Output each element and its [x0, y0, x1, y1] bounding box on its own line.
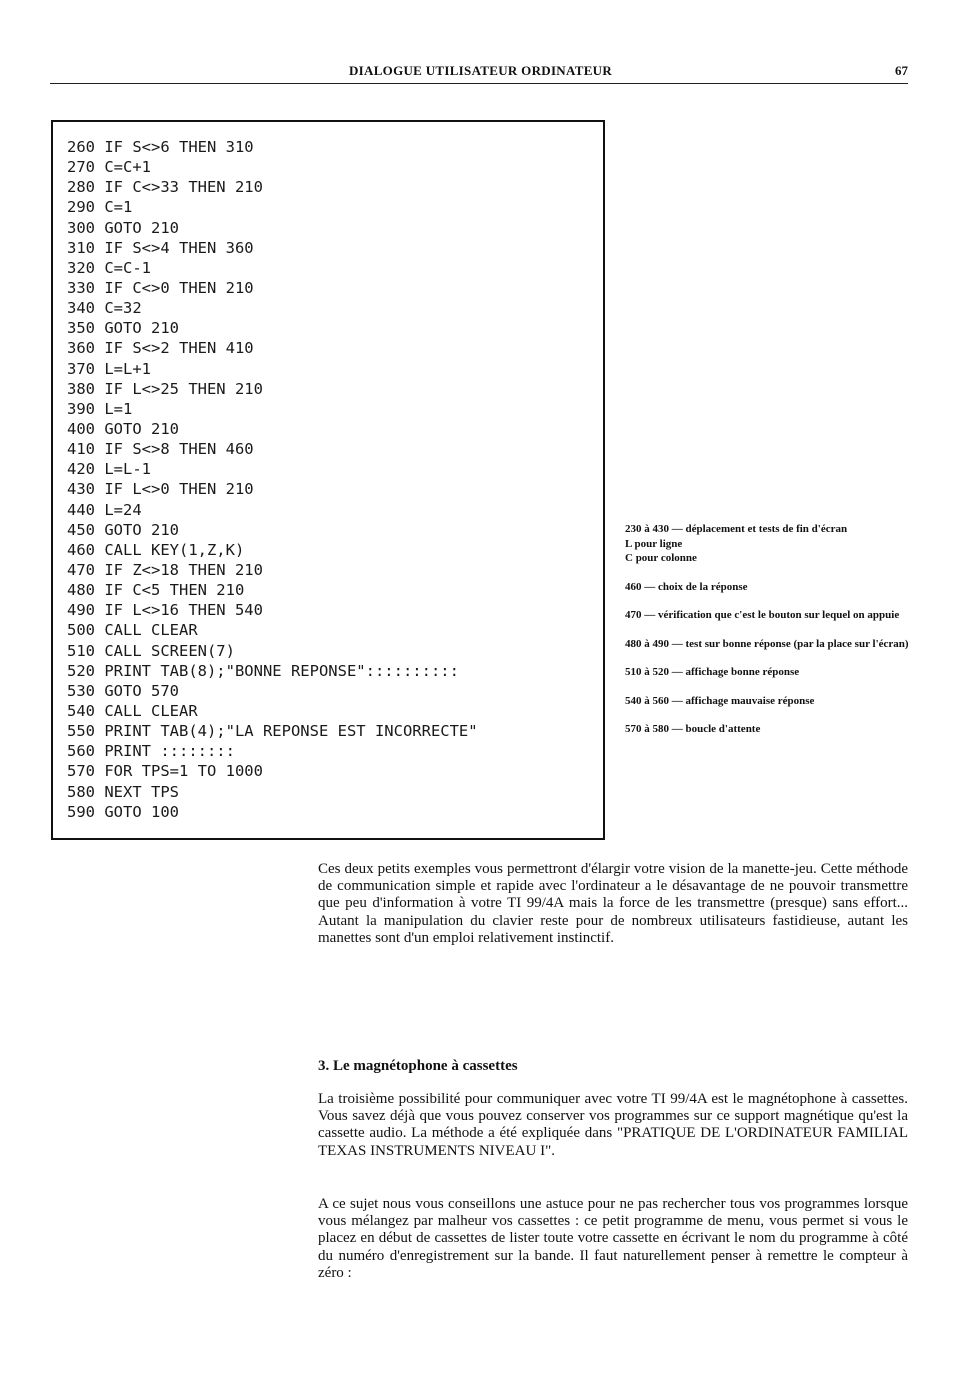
code-line: 320 C=C-1 — [67, 258, 151, 277]
code-line: 340 C=32 — [67, 299, 142, 318]
code-line: 410 IF S<>8 THEN 460 — [67, 440, 254, 459]
code-line: 520 PRINT TAB(8);"BONNE REPONSE":::::::::: — [67, 661, 459, 680]
code-line: 400 GOTO 210 — [67, 419, 179, 438]
program-listing — [67, 137, 478, 822]
running-header-title: DIALOGUE UTILISATEUR ORDINATEUR — [348, 63, 613, 78]
section-heading: 3. Le magnétophone à cassettes — [318, 1058, 518, 1074]
code-line: 580 NEXT TPS — [67, 782, 179, 801]
note: 510 à 520 — affichage bonne réponse — [625, 666, 800, 678]
note: 480 à 490 — test sur bonne réponse (par la place sur l'écran) — [625, 637, 909, 650]
code-line: 430 IF L<>0 THEN 210 — [67, 480, 254, 499]
code-line: 440 L=24 — [67, 500, 142, 519]
code-line: 360 IF S<>2 THEN 410 — [67, 339, 254, 358]
code-line: 420 L=L-1 — [67, 460, 151, 479]
margin-notes — [625, 522, 915, 737]
code-line: 280 IF C<>33 THEN 210 — [67, 178, 263, 197]
code-line: 460 CALL KEY(1,Z,K) — [67, 540, 245, 559]
code-line: 490 IF L<>16 THEN 540 — [67, 601, 263, 620]
body-paragraph: Ces deux petits exemples vous permettront d'élargir votre vision de la manette-jeu. Cette méthode de communication simple et rapide avec l'ordinateur a le désavantage de ne pouvoir transmettre que peu d'information à votre TI 99/4A mais la force de les transmettre (presque) sans effort... Autant la manipulation du clavier reste pour de nombreux utilisateurs fastidieuse, autant les manettes sont d'un emploi relativement instinctif. — [318, 861, 908, 946]
code-line: 570 FOR TPS=1 TO 1000 — [67, 762, 263, 781]
code-line: 530 GOTO 570 — [67, 681, 179, 700]
code-line: 480 IF C<5 THEN 210 — [67, 581, 245, 600]
code-line: 380 IF L<>25 THEN 210 — [67, 379, 263, 398]
code-line: 560 PRINT :::::::: — [67, 742, 235, 761]
code-line: 540 CALL CLEAR — [67, 701, 198, 720]
code-line: 550 PRINT TAB(4);"LA REPONSE EST INCORRECTE" — [67, 722, 478, 741]
note: 570 à 580 — boucle d'attente — [625, 723, 761, 735]
code-line: 510 CALL SCREEN(7) — [67, 641, 235, 660]
page-number: 67 — [895, 63, 908, 78]
program-listing-box — [51, 120, 605, 840]
code-line: 450 GOTO 210 — [67, 520, 179, 539]
note-line: C pour colonne — [625, 552, 697, 564]
code-line: 370 L=L+1 — [67, 359, 151, 378]
code-line: 300 GOTO 210 — [67, 218, 179, 237]
body-paragraph: La troisième possibilité pour communiquer avec votre TI 99/4A est le magnétophone à cassettes. Vous savez déjà que vous pouvez conserver vos programmes sur ce support magnétique qu'est la cassette audio. La méthode a été expliquée dans "PRATIQUE DE L'ORDINATEUR FAMILIAL TEXAS INSTRUMENTS NIVEAU I". — [318, 1091, 908, 1159]
code-line: 310 IF S<>4 THEN 360 — [67, 238, 254, 257]
code-line: 270 C=C+1 — [67, 158, 151, 177]
note: 540 à 560 — affichage mauvaise réponse — [625, 694, 815, 707]
note-line: 230 à 430 — déplacement et tests de fin d'écran — [625, 523, 848, 535]
code-line: 260 IF S<>6 THEN 310 — [67, 138, 254, 156]
code-line: 470 IF Z<>18 THEN 210 — [67, 560, 263, 579]
code-line: 350 GOTO 210 — [67, 319, 179, 338]
body-paragraph: A ce sujet nous vous conseillons une astuce pour ne pas rechercher tous vos programmes lorsque vous mélangez par malheur vos cassettes : ce petit programme de menu, vous permet si vous le placez en début de cassettes de lister toute votre cassette en écrivant le nom du programme à côté du numéro d'enregistrement sur la bande. Il faut naturellement penser à remettre le compteur à zéro : — [318, 1196, 908, 1281]
note-line: L pour ligne — [625, 537, 683, 550]
code-line: 330 IF C<>0 THEN 210 — [67, 278, 254, 297]
code-line: 290 C=1 — [67, 198, 133, 217]
code-line: 500 CALL CLEAR — [67, 621, 198, 640]
header-rule — [50, 83, 908, 84]
code-line: 590 GOTO 100 — [67, 802, 179, 821]
note: 460 — choix de la réponse — [625, 580, 748, 593]
code-line: 390 L=1 — [67, 399, 133, 418]
note: 470 — vérification que c'est le bouton sur lequel on appuie — [625, 609, 900, 621]
